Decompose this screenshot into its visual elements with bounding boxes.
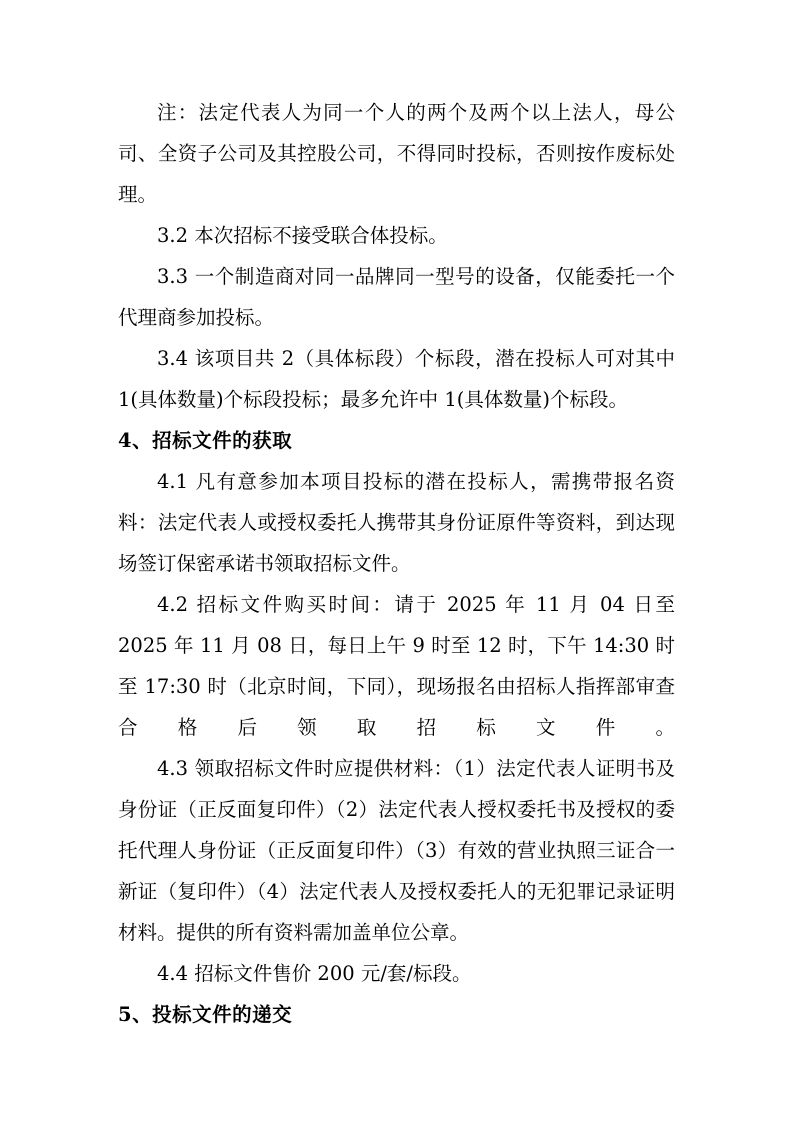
paragraph-clause-3-3: 3.3 一个制造商对同一品牌同一型号的设备，仅能委托一个代理商参加投标。 [118,265,675,329]
paragraph-note-legal-rep: 注：法定代表人为同一个人的两个及两个以上法人，母公司、全资子公司及其控股公司，不得同时投标，否则按作废标处理。 [118,101,675,206]
paragraph-clause-4-4: 4.4 招标文件售价 200 元/套/标段。 [157,962,472,985]
paragraph-clause-4-2: 4.2 招标文件购买时间：请于 2025 年 11 月 04 日至 2025 年 11 月 08 日，每日上午 9 时至 12 时，下午 14:30 时至 17:30 时（北京时间，下同），现场报名由招标人指挥部审查合格后领取招标文件。 [118,593,675,739]
paragraph-clause-4-1: 4.1 凡有意参加本项目投标的潜在投标人，需携带报名资料：法定代表人或授权委托人携带其身份证原件等资料，到达现场签订保密承诺书领取招标文件。 [118,470,675,575]
document-body [118,92,675,1035]
paragraph-clause-3-2: 3.2 本次招标不接受联合体投标。 [157,224,448,247]
section-heading-4: 4、招标文件的获取 [118,429,293,452]
section-heading-5: 5、投标文件的递交 [118,1003,293,1026]
paragraph-clause-4-3: 4.3 领取招标文件时应提供材料：（1）法定代表人证明书及身份证（正反面复印件）（2）法定代表人授权委托书及授权的委托代理人身份证（正反面复印件）（3）有效的营业执照三证合一新证（复印件）（4）法定代表人及授权委托人的无犯罪记录证明材料。提供的所有资料需加盖单位公章。 [118,757,675,944]
paragraph-clause-3-4: 3.4 该项目共 2（具体标段）个标段，潜在投标人可对其中 1(具体数量)个标段投标；最多允许中 1(具体数量)个标段。 [118,347,675,411]
